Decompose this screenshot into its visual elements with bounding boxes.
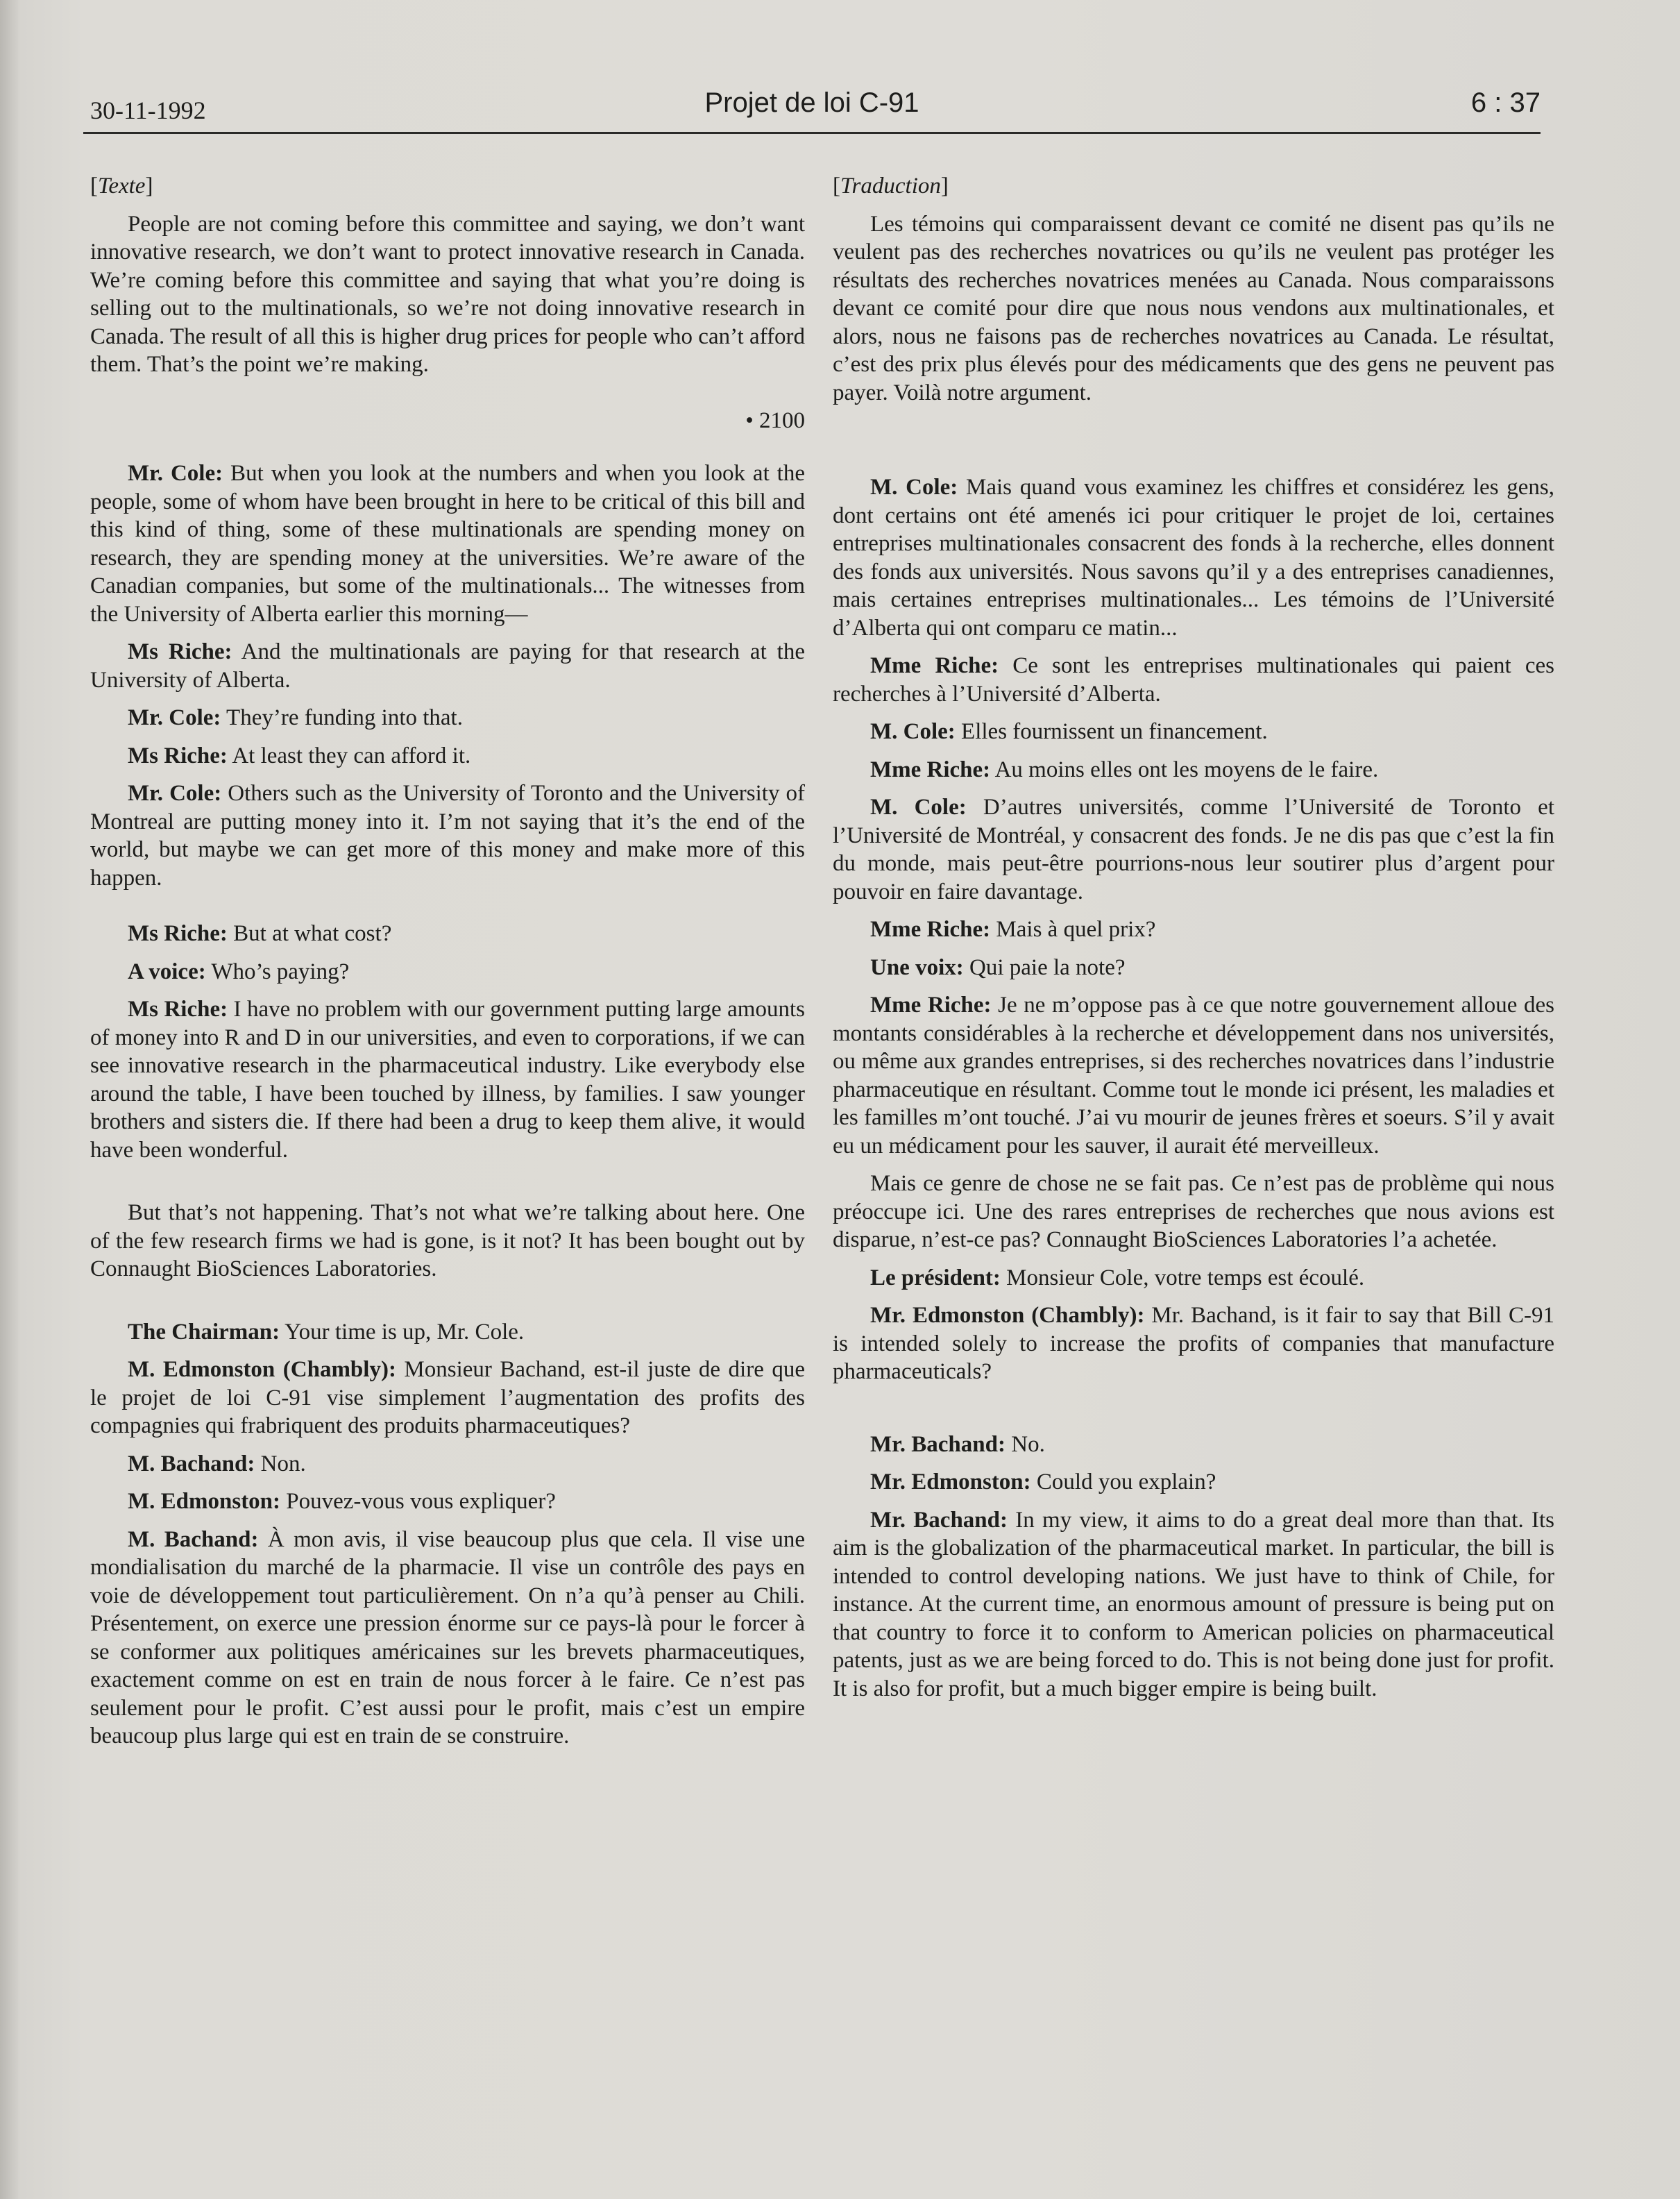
right-column-tag: [Traduction] [833,174,949,199]
paragraph: Le président: Monsieur Cole, votre temps est écoulé. [870,1265,1365,1290]
speaker-name: Mr. Cole: [128,705,221,730]
speaker-name: Ms Riche: [128,997,228,1022]
speaker-name: Mr. Bachand: [870,1431,1006,1457]
speaker-name: Mr. Bachand: [870,1507,1008,1533]
left-column-tag: [Texte] [90,174,153,199]
speaker-name: M. Bachand: [128,1451,255,1476]
paragraph: Ms Riche: And the multinationals are paying for that research at the University of Alberta. [90,639,805,693]
speaker-name: Mme Riche: [870,993,992,1018]
speaker-name: Une voix: [870,954,964,980]
speaker-name: A voice: [128,959,206,984]
paragraph: Une voix: Qui paie la note? [870,954,1126,980]
paragraph: Ms Riche: But at what cost? [128,921,392,946]
paragraph: Mr. Edmonston: Could you explain? [870,1469,1216,1494]
speaker-name: M. Cole: [870,475,958,500]
running-header [83,83,1541,134]
paragraph: People are not coming before this committee and saying, we don’t want innovative research, we don’t want to protect innovative research in Canada. We’re coming before this committee and saying that what you’re doing is selling out to the multinationals, so we’re not doing innovative research in Canada. The result of all this is higher drug prices for people who can’t afford them. That’s the point we’re making. [90,211,805,377]
speaker-name: Mr. Edmonston (Chambly): [870,1303,1145,1328]
paragraph: A voice: Who’s paying? [128,959,350,984]
time-marker: • 2100 [745,407,805,433]
paragraph: M. Cole: D’autres universités, comme l’Université de Toronto et l’Université de Montréal, y consacrent des fonds. Je ne dis pas que c’est la fin du monde, mais peut-être pourrions-nous leur soutirer plus d’argent pour pouvoir en faire davantage. [833,795,1554,904]
speaker-name: Mr. Edmonston: [870,1469,1031,1494]
speaker-name: Mme Riche: [870,757,991,782]
speaker-name: M. Cole: [870,719,956,744]
speaker-name: M. Edmonston: [128,1489,281,1514]
page-edge-shadow [0,0,18,2199]
paragraph: M. Edmonston: Pouvez-vous vous expliquer? [128,1489,556,1514]
paragraph: Ms Riche: At least they can afford it. [128,743,471,768]
paragraph: M. Cole: Elles fournissent un financement. [870,719,1268,744]
speaker-name: Ms Riche: [128,743,228,768]
right-column [833,172,1554,1712]
paragraph: But that’s not happening. That’s not what we’re talking about here. One of the few research firms we had is gone, is it not? It has been bought out by Connaught BioSciences Laboratories. [90,1200,805,1281]
paragraph: Mr. Cole: Others such as the University of Toronto and the University of Montreal are putting money into it. I’m not saying that it’s the end of the world, but maybe we can get more of this money and make more of this happen. [90,781,805,891]
paragraph: Mais ce genre de chose ne se fait pas. Ce n’est pas de problème qui nous préoccupe ici. Une des rares entreprises de recherches que nous avions est disparue, n’est-ce pas? Connaught BioSciences Laboratories l’a achetée. [833,1171,1554,1252]
speaker-name: Mme Riche: [870,917,991,942]
left-column [90,172,805,1760]
paragraph: The Chairman: Your time is up, Mr. Cole. [128,1319,525,1345]
paragraph: Mme Riche: Ce sont les entreprises multinationales qui paient ces recherches à l’Université d’Alberta. [833,653,1554,707]
header-page-number: 6 : 37 [1470,87,1541,118]
speaker-name: M. Bachand: [128,1526,259,1552]
paragraph: Ms Riche: I have no problem with our government putting large amounts of money into R and D in our universities, and even to corporations, if we can see innovative research in the pharmaceutical industry. Like everybody else around the table, I have been touched by illness, by families. I saw younger brothers and sisters die. If there had been a drug to keep them alive, it would have been wonderful. [90,997,805,1163]
paragraph: Mme Riche: Au moins elles ont les moyens de le faire. [870,757,1379,782]
speaker-name: Mr. Cole: [128,781,222,806]
speaker-name: Ms Riche: [128,639,232,664]
paragraph: Mr. Bachand: No. [870,1431,1045,1457]
paragraph: M. Edmonston (Chambly): Monsieur Bachand, est-il juste de dire que le projet de loi C-91 vise simplement l’augmentation des profits des compagnies qui frabriquent des produits pharmaceutiques? [90,1357,805,1438]
paragraph: Mr. Edmonston (Chambly): Mr. Bachand, is it fair to say that Bill C-91 is intended solely to increase the profits of companies that manufacture pharmaceuticals? [833,1303,1554,1384]
paragraph: M. Bachand: À mon avis, il vise beaucoup plus que cela. Il vise une mondialisation du marché de la pharmacie. Il vise un contrôle des pays en voie de développement tout particulièrement. On n’a qu’à penser au Chili. Présentement, on exerce une pression énorme sur ce pays-là pour le forcer à se conformer aux politiques américaines sur les brevets pharmaceutiques, exactement comme on est en train de nous forcer à le faire. Ce n’est pas seulement pour le profit. C’est aussi pour le profit, mais c’est un empire beaucoup plus large qui est en train de se construire. [90,1526,805,1749]
speaker-name: The Chairman: [128,1319,280,1345]
paragraph: Mr. Bachand: In my view, it aims to do a great deal more than that. Its aim is the globalization of the pharmaceutical market. In particular, the bill is intended to control developing nations. We just have to think of Chile, for instance. At the current time, an enormous amount of pressure is being put on that country to force it to conform to American policies on pharmaceutical patents, just as we are being forced to do. This is not being done just for profit. It is also for profit, but a much bigger empire is being built. [833,1507,1554,1701]
speaker-name: Le président: [870,1265,1001,1290]
header-date: 30-11-1992 [90,96,206,124]
speaker-name: Ms Riche: [128,921,228,946]
speaker-name: Mr. Cole: [128,461,223,486]
paragraph: M. Bachand: Non. [128,1451,306,1476]
header-title: Projet de loi C-91 [704,87,919,118]
speaker-name: M. Edmonston (Chambly): [128,1357,396,1382]
paragraph: Les témoins qui comparaissent devant ce comité ne disent pas qu’ils ne veulent pas des recherches novatrices ou qu’ils ne veulent pas protéger les résultats des recherches novatrices menées au Canada. Nous comparaissons devant ce comité pour dire que nous nous vendons aux multinationales, et alors, nous ne faisons pas de recherches novatrices au Canada. Le résultat, c’est des prix plus élevés pour des médicaments que des gens ne peuvent pas payer. Voilà notre argument. [833,211,1554,405]
paragraph: Mr. Cole: But when you look at the numbers and when you look at the people, some of whom have been brought in here to be critical of this bill and this kind of thing, some of these multinationals are spending money on research, they are spending money at the universities. We’re aware of the Canadian companies, but some of the multinationals... The witnesses from the University of Alberta earlier this morning— [90,461,805,627]
paragraph: Mr. Cole: They’re funding into that. [128,705,463,730]
speaker-name: Mme Riche: [870,653,999,678]
paragraph: Mme Riche: Mais à quel prix? [870,917,1156,942]
paragraph: Mme Riche: Je ne m’oppose pas à ce que notre gouvernement alloue des montants considérables à la recherche et développement dans nos universités, ou même aux grandes entreprises, si des recherches novatrices dans l’industrie pharmaceutique en résultant. Comme tout le monde ici présent, les maladies et les familles m’ont touché. J’ai vu mourir de jeunes frères et soeurs. S’il y avait eu un médicament pour les sauver, il aurait été merveilleux. [833,993,1554,1159]
speaker-name: M. Cole: [870,795,967,820]
paragraph: M. Cole: Mais quand vous examinez les chiffres et considérez les gens, dont certains ont été amenés ici pour critiquer le projet de loi, certaines entreprises multinationales consacrent des fonds à la recherche, elles donnent des fonds aux universités. Nous savons qu’il y a des entreprises canadiennes, mais certaines entreprises multinationales... Les témoins de l’Université d’Alberta qui ont comparu ce matin... [833,475,1554,641]
